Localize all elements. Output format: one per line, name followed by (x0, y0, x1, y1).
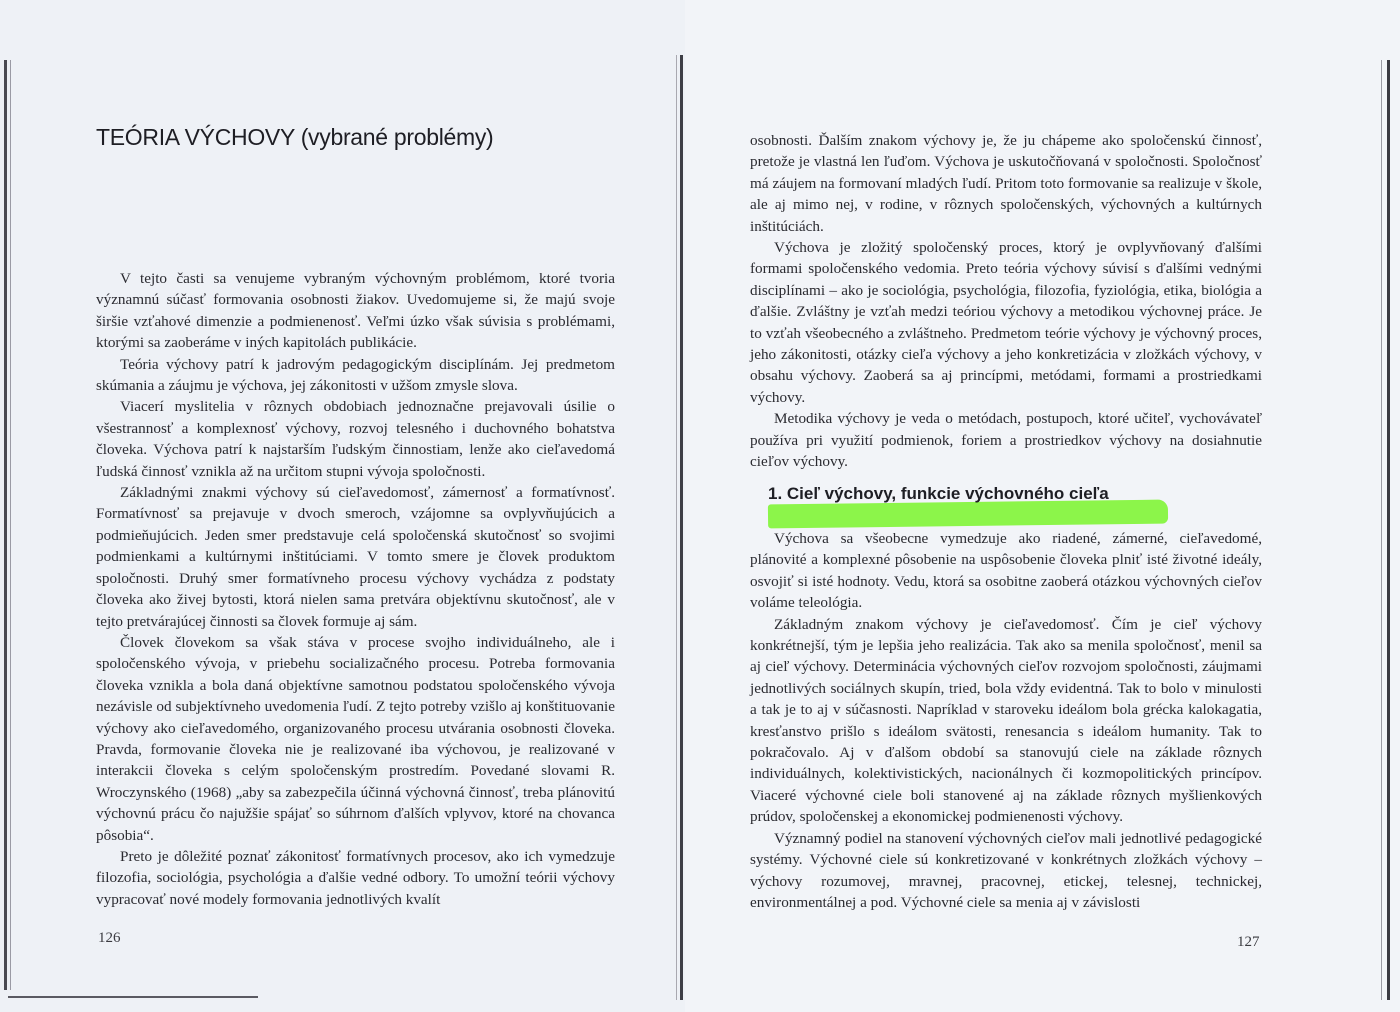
scan-edge-left (4, 60, 7, 990)
paragraph: Viacerí myslitelia v rôznych obdobiach jednoznačne prejavovali úsilie o všestrannosť a komplexnosť výchovy, rozvoj telesného i duchovného bohatstva človeka. Výchova patrí k najstarším ľudským činnostiam, lenže ako cieľavedomá ľudská činnosť vznikla až na určitom stupni vývoja spoločnosti. (96, 398, 615, 480)
paragraph: osobnosti. Ďalším znakom výchovy je, že ju chápeme ako spoločenskú činnosť, pretože je vlastná len ľuďom. Výchova je uskutočňovaná v spoločnosti. Spoločnosť má záujem na formovaní mladých ľudí. Pritom toto formovanie sa realizuje v škole, ale aj mimo nej, v rodine, v rôznych spoločenských, výchovných a kultúrnych inštitúciách. (750, 132, 1262, 235)
paragraph: V tejto časti sa venujeme vybraným výchovným problémom, ktoré tvoria významnú súčasť formovania osobnosti žiakov. Uvedomujeme si, že majú svoje širšie vzťahové dimenzie a podmienenosť. Veľmi úzko však súvisia s problémami, ktorými sa zaoberáme v iných kapitolách publikácie. (96, 270, 615, 352)
page-number-left: 126 (98, 930, 121, 946)
paragraph: Základným znakom výchovy je cieľavedomosť. Čím je cieľ výchovy konkrétnejší, tým je lepšia jeho realizácia. Tak ako sa menila spoločnosť, menil sa aj cieľ výchovy. Determinácia výchovných cieľov rozvojom spoločnosti, záujmami jednotlivých sociálnych skupín, tried, bola vždy evidentná. Tak to bolo v minulosti a tak je to aj v súčasnosti. Napríklad v staroveku ideálom bola grécka kalokagatia, kresťanstvo prišlo s ideálom svätosti, renesancia s ideálom humanity. Tak to pokračovalo. Aj v ďalšom období sa stanovujú ciele na základe rôznych individuálnych, kolektivistických, nacionálnych či kozmopolitických princípov. Viaceré výchovné ciele boli stanovené aj na základe rôznych myšlienkových prúdov, spoločenskej a ekonomickej podmienenosti výchovy. (750, 615, 1262, 826)
paragraph: Základnými znakmi výchovy sú cieľavedomosť, zámernosť a formatívnosť. Formatívnosť sa prejavuje v dvoch smeroch, vzájomne sa ovplyvňujúcich a podmieňujúcich. Jeden smer predstavuje celá spoločenská skutočnosť so svojimi podmienkami a kultúrnymi inštitúciami. V tomto smere je človek produktom spoločnosti. Druhý smer formatívneho procesu výchovy vychádza z podstaty človeka ako živej bytosti, ktorá nielen sama pretvára objektívnu skutočnosť, ale v tejto pretvárajúcej činnosti sa človek formuje aj sám. (96, 484, 615, 630)
scan-edge-right (1387, 60, 1390, 1000)
left-page (0, 0, 685, 1012)
section-heading: 1. Cieľ výchovy, funkcie výchovného cieľa (768, 484, 1109, 503)
book-gutter (680, 55, 683, 1000)
paragraph: Významný podiel na stanovení výchovných cieľov mali jednotlivé pedagogické systémy. Výchovné ciele sú konkretizované v konkrétnych zložkách výchovy – výchovy rozumovej, mravnej, pracovnej, etickej, telesnej, technickej, environmentálnej a pod. Výchovné ciele sa menia aj v závislosti (750, 829, 1262, 911)
left-text-column (96, 268, 615, 910)
right-text-column-top (750, 130, 1262, 473)
paragraph: Teória výchovy patrí k jadrovým pedagogickým disciplínám. Jej predmetom skúmania a záujmu je výchova, jej zákonitosti v užšom zmysle slova. (96, 355, 615, 395)
book-gutter-shadow (676, 55, 677, 1000)
paragraph: Človek človekom sa však stáva v procese svojho individuálneho, ale i spoločenského vývoja, v priebehu socializačného procesu. Potreba formovania človeka vznikla a bola daná objektívne samotnou podstatou spoločenského vývoja nezávisle od subjektívneho uvedomenia ľudí. Z tejto potreby vzišlo aj konštituovanie výchovy ako cieľavedomého, organizovaného procesu utvárania osobnosti človeka. Pravda, formovanie človeka nie je realizované iba výchovou, je realizované v interakcii človeka s celým spoločenským prostredím. Povedané slovami R. Wroczynského (1968) „aby sa zabezpečila účinná výchovná činnosť, treba plánovitú výchovnú prácu čo najužšie spájať so súhrnom ďalších vplyvov, ktoré na chovanca pôsobia“. (96, 633, 615, 844)
right-text-column-bottom (750, 528, 1262, 913)
scan-bottom-rule (8, 996, 258, 998)
scan-edge-right-inner (1381, 60, 1382, 1000)
paragraph: Preto je dôležité poznať zákonitosť formatívnych procesov, ako ich vymedzuje filozofia, sociológia, psychológia a ďalšie vedné odbory. To umožní teórii výchovy vypracovať nové modely formovania jednotlivých kvalít (96, 847, 615, 908)
page-number-right: 127 (1237, 934, 1260, 950)
paragraph: Výchova je zložitý spoločenský proces, ktorý je ovplyvňovaný ďalšími formami spoločenského vedomia. Preto teória výchovy súvisí s ďalšími vednými disciplínami – ako je sociológia, psychológia, filozofia, fyziológia, etika, biológia a ďalšie. Zvláštny je vzťah medzi teóriou výchovy a metodikou výchovnej práce. Je to vzťah všeobecného a zvláštneho. Predmetom teórie výchovy je výchovný proces, jeho zákonitosti, otázky cieľa výchovy a jeho konkretizácia v zložkách výchovy, v obsahu výchovy. Zaoberá sa aj princípmi, metódami, formami a prostriedkami výchovy. (750, 239, 1262, 406)
section-heading-block (768, 482, 1168, 528)
chapter-title: TEÓRIA VÝCHOVY (vybrané problémy) (96, 124, 494, 150)
paragraph: Metodika výchovy je veda o metódach, postupoch, ktoré učiteľ, vychovávateľ používa pri využití podmienok, foriem a prostriedkov výchovy na dosiahnutie cieľov výchovy. (750, 410, 1262, 471)
scan-edge-left-inner (10, 60, 11, 990)
paragraph: Výchova sa všeobecne vymedzuje ako riadené, zámerné, cieľavedomé, plánovité a komplexné pôsobenie na uspôsobenie človeka plniť isté životné ideály, osvojiť si isté hodnoty. Vedu, ktorá sa osobitne zaoberá otázkou výchovných cieľov voláme teleológia. (750, 530, 1262, 612)
